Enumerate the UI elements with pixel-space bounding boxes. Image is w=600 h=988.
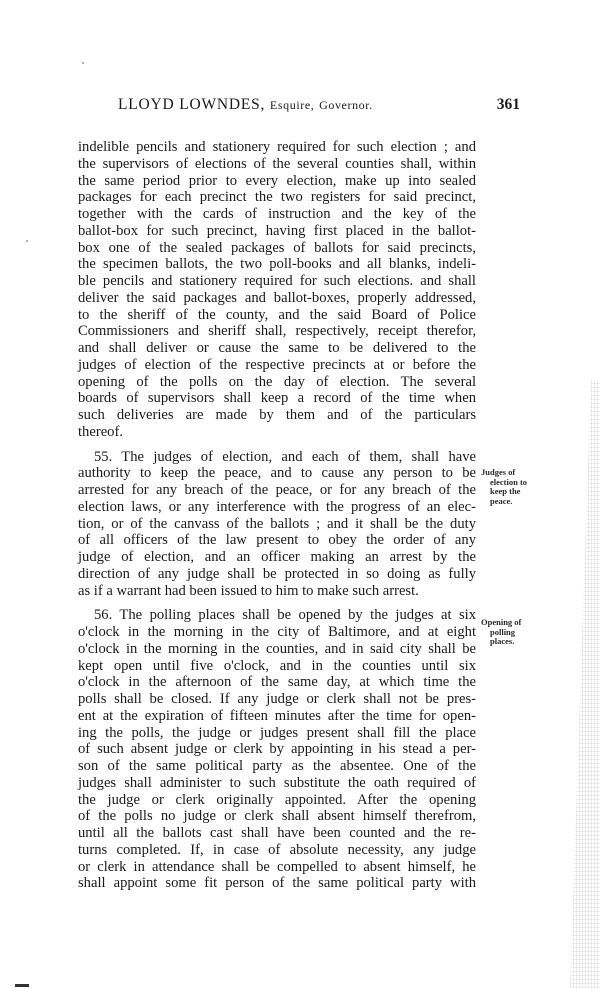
text-line: o'clock in the morning in the counties, and in said city shall be [78,640,476,657]
paragraph-continuation [78,139,476,441]
text-line: to the sheriff of the county, and the said Board of Police [78,306,476,323]
text-line: tion, or of the canvass of the ballots ; and it shall be the duty [78,515,476,532]
text-line: box one of the sealed packages of ballots for said precincts, [78,239,476,256]
paragraph-gap [78,441,476,449]
margin-note-line: peace. [490,495,513,506]
text-line: together with the cards of instruction and the key of the [78,206,476,222]
text-line: of the polls no judge or clerk shall absent himself therefrom, [78,808,476,825]
section-56 [78,607,476,892]
text-line: o'clock in the morning in the city of Baltimore, and at eight [78,624,476,640]
text-line: until all the ballots cast shall have been counted and the re- [78,825,476,841]
text-line: opening of the polls on the day of election. The several [78,373,476,390]
text-line: the supervisors of elections of the several counties shall, within [78,155,476,172]
running-head [78,96,520,118]
page-number: 361 [496,96,520,113]
text-line: indelible pencils and stationery required for such election ; and [78,139,476,155]
margin-note-line: election to [490,476,528,487]
text-line: the specimen ballots, the two poll-books and all blanks, indeli- [78,256,476,273]
text-line: direction of any judge shall be protected in so doing as fully [78,565,476,582]
scan-speck [82,62,84,64]
text-line: arrested for any breach of the peace, or for any breach of the [78,482,476,498]
margin-note-judges-keep-peace [481,468,561,506]
text-line: Commissioners and sheriff shall, respectively, receipt therefor, [78,323,476,340]
text-line: thereof. [78,423,123,440]
text-line: authority to keep the peace, and to cause any person to be [78,465,476,482]
text-line: or clerk in attendance shall be compelled to absent himself, he [78,858,476,875]
scan-corner-mark [15,984,29,987]
margin-note-line: polling [490,626,516,637]
text-line: election laws, or any interference with the progress of an elec- [78,498,476,515]
body-text [78,139,476,892]
text-line: ballot-box for such precinct, having first placed in the ballot- [78,222,476,239]
text-line: such deliveries are made by them and of the particulars [78,407,476,423]
text-line: boards of supervisors shall keep a record of the time when [78,390,476,407]
text-line: of such absent judge or clerk by appointing in his stead a per- [78,741,476,758]
text-line: turns completed. If, in case of absolute necessity, any judge [78,841,476,858]
margin-note-line: keep the [490,486,521,497]
text-line: and shall deliver or cause the same to be delivered to the [78,340,476,356]
text-line: o'clock in the afternoon of the same day, at which time the [78,674,476,691]
text-line: 55. The judges of election, and each of them, shall have [94,448,476,465]
margin-note-line: Judges of [481,467,516,477]
text-line: judges shall administer to such substitute the oath required of [78,774,476,791]
text-line: judges of election of the respective precincts at or before the [78,356,476,373]
paragraph-gap [78,599,476,607]
text-line: 56. The polling places shall be opened by the judges at six [94,607,476,624]
text-line: the same period prior to every election, make up into sealed [78,172,476,189]
section-55 [78,449,476,600]
margin-note-line: places. [490,636,515,647]
text-line: ent at the expiration of fifteen minutes after the time for open- [78,707,476,724]
running-title-esquire: Esquire, [269,98,315,112]
margin-note-opening-polling-places [481,618,561,647]
text-line: ing the polls, the judge or judges present shall fill the place [78,724,476,741]
scan-speck [26,240,28,242]
text-line: judge of election, and an officer making an arrest by the [78,549,476,565]
text-line: the judge or clerk originally appointed. After the opening [78,791,476,808]
text-line: as if a warrant had been issued to him to make such arrest. [78,582,419,599]
text-line: kept open until five o'clock, and in the counties until six [78,657,476,674]
running-title [118,96,373,114]
text-line: son of the same political party as the absentee. One of the [78,758,476,774]
text-line: packages for each precinct the two registers for said precinct, [78,189,476,206]
text-line: deliver the said packages and ballot-boxes, properly addressed, [78,289,476,306]
text-line: shall appoint some fit person of the same political party with [78,875,476,892]
text-line: ble pencils and stationery required for such elections. and shall [78,273,476,289]
margin-note-line: Opening of [481,617,522,627]
text-line: of all officers of the law present to obey the order of any [78,532,476,549]
running-title-main: LLOYD LOWNDES, [118,96,266,113]
text-line: polls shall be closed. If any judge or clerk shall not be pres- [78,691,476,707]
scan-edge-texture [570,380,600,988]
running-title-governor: Governor. [319,98,373,112]
